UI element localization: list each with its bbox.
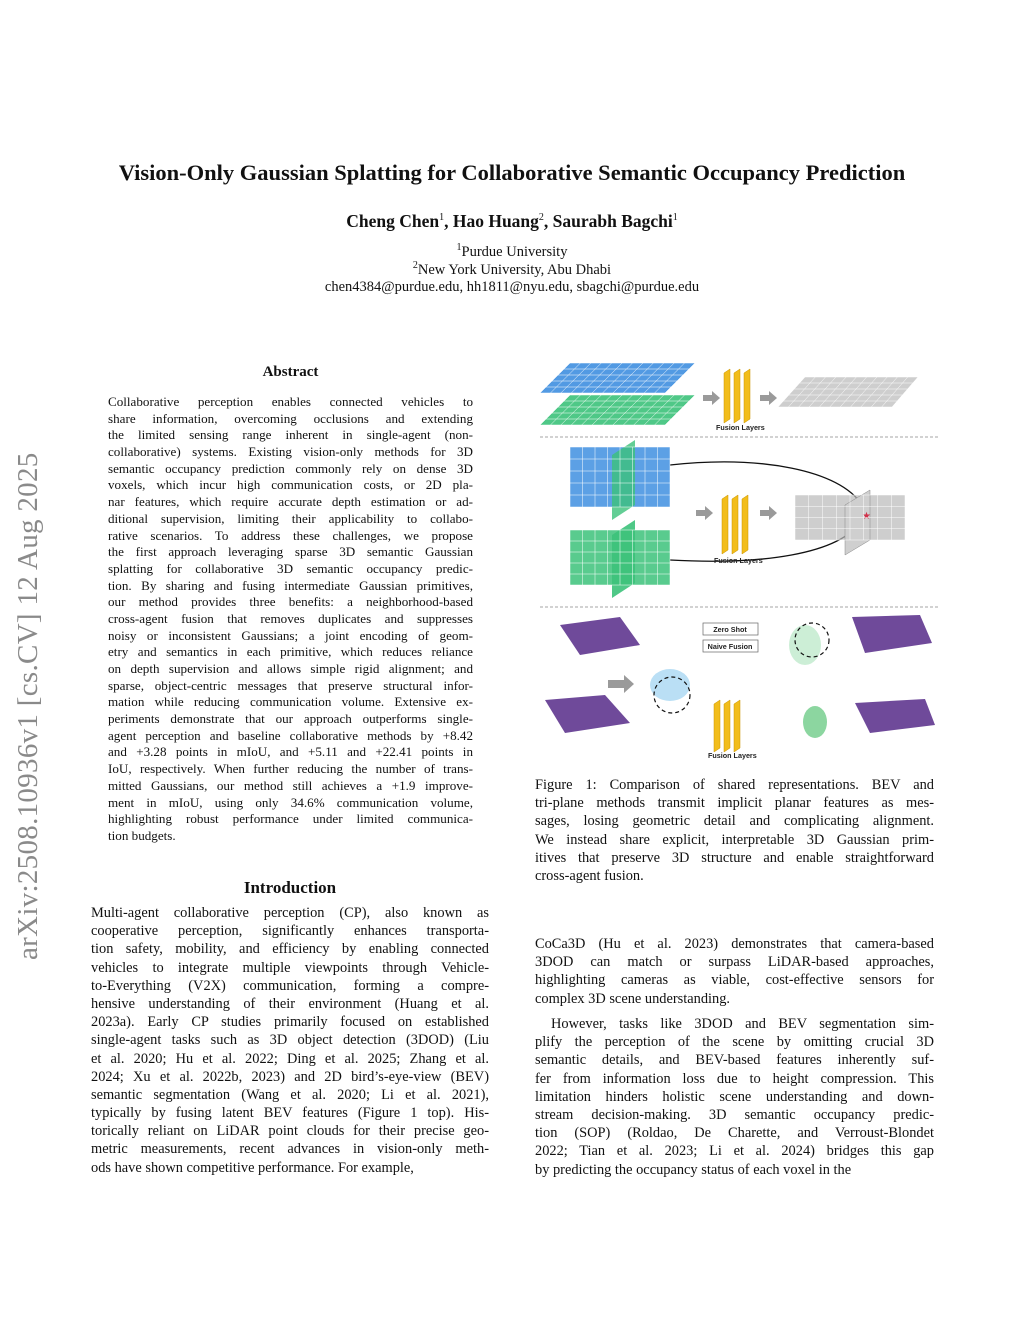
text-line: tion budgets. (108, 827, 176, 843)
text-line: sages, losing geometric detail and complicating alignment. (535, 813, 934, 830)
text-line: our method provides three benefits: a neighborhood-based (108, 594, 473, 610)
text-line: highlighting robust performance under limited communica- (108, 811, 473, 827)
text-line: itives that preserve 3D structure and enable straightforward (535, 849, 934, 866)
fusion-layer-bar (722, 495, 728, 554)
affiliation (60, 242, 964, 261)
gaussian-ellipse (803, 706, 827, 738)
arrow-icon (696, 506, 713, 520)
text-line: sparse, object-centric messages that preserve structural infor- (108, 677, 473, 693)
text-line: cooperative perception, significantly enhances transporta- (91, 923, 489, 940)
affiliation (60, 260, 964, 279)
text-line: nar features, which require accurate depth estimation or ad- (108, 494, 473, 510)
author-emails: chen4384@purdue.edu, hh1811@nyu.edu, sbagchi@purdue.edu (324, 279, 700, 295)
text-line: tion (SOP) (Roldao, De Charette, and Verroust-Blondet (535, 1125, 934, 1142)
text-line: share information, overcoming occlusions and extending (108, 410, 473, 426)
fusion-layers-label: Fusion Layers (714, 556, 763, 565)
naive-fusion-label: Naive Fusion (707, 642, 753, 651)
text-line: noisy or inconsistent Gaussians; a joint encoding of geom- (108, 627, 473, 643)
author-name: Hao Huang (452, 211, 539, 231)
text-line: tion safety, mobility, and efficiency by enabling connected (91, 941, 489, 958)
fusion-layers-icon (714, 700, 740, 752)
fusion-layers-label: Fusion Layers (716, 423, 765, 432)
fusion-layer-bar (742, 495, 748, 554)
text-line: voxels, which incur high communication costs, or 2D pla- (108, 477, 473, 493)
text-line: IoU, respectively. When further reducing the number of trans- (108, 761, 473, 777)
text-line: complex 3D scene understanding. (535, 990, 731, 1007)
text-line: stream decision-making. 3D semantic occupancy predic- (535, 1106, 934, 1123)
text-line: ods have shown competitive performance. For example, (91, 1159, 414, 1176)
paper-title: Vision-Only Gaussian Splatting for Collaborative Semantic Occupancy Prediction (118, 160, 906, 185)
affil-name: New York University, Abu Dhabi (417, 261, 612, 278)
fusion-layer-bar (744, 369, 750, 423)
gaussian-ellipse (789, 625, 821, 665)
author-name: Cheng Chen (346, 211, 440, 231)
text-line: Multi-agent collaborative perception (CP), also known as (91, 905, 489, 921)
fusion-layer-bar (734, 700, 740, 752)
star-icon: ★ (862, 511, 871, 522)
text-line: cross-agent fusion that removes duplicates and suppresses (108, 610, 473, 626)
text-line: splatting for collaborative 3D semantic occupancy predic- (108, 560, 473, 576)
affil-name: Purdue University (461, 243, 568, 260)
occupancy-map (545, 695, 630, 733)
affil-mark: 2 (412, 260, 418, 271)
arxiv-stamp-text: arXiv:2508.10936v1 [cs.CV] 12 Aug 2025 (12, 452, 44, 960)
arrow-icon (703, 391, 720, 405)
text-line: ditional supervision, limiting their applicability to collabo- (108, 510, 473, 526)
text-line: cross-agent fusion. (535, 867, 644, 884)
author-name: Saurabh Bagchi (552, 211, 673, 231)
text-line: tion. By sharing and fusing intermediate Gaussian primitives, (108, 577, 473, 593)
right-paragraph-1 (535, 935, 934, 1008)
text-line: semantic occupancy prediction commonly rely on dense 3D (108, 460, 473, 476)
text-line: semantic segmentation (Wang et al. 2020; Li et al. 2021), (91, 1086, 489, 1103)
arrow-icon (760, 391, 777, 405)
text-line: etry and semantics in each primitive, which reduces reliance (108, 644, 473, 660)
text-line: However, tasks like 3DOD and BEV segmentation sim- (551, 1016, 934, 1032)
fusion-layer-bar (724, 700, 730, 752)
fusion-layers-label: Fusion Layers (708, 751, 757, 760)
arrow-icon (760, 506, 777, 520)
introduction-body (91, 904, 489, 1177)
text-line: agent perception and baseline collaborative methods by +8.42 (108, 727, 473, 743)
author-affil-mark: 1 (439, 212, 445, 224)
text-line: ment in mIoU, using only 34.6% communication volume, (108, 794, 473, 810)
affil-mark: 1 (456, 242, 462, 253)
occupancy-map (855, 699, 935, 733)
text-line: vehicles to integrate multiple viewpoints through Vehicle- (91, 959, 489, 976)
fusion-layer-bar (732, 495, 738, 554)
introduction-heading: Introduction (243, 878, 337, 897)
text-line: We instead share explicit, interpretable 3D Gaussian prim- (535, 831, 934, 848)
text-line: rative scenarios. To address these challenges, we propose (108, 527, 473, 543)
text-line: and +3.28 points in mIoU, and +5.11 and +22.41 points in (108, 744, 473, 760)
text-line: to-Everything (V2X) communication, forming a compre- (91, 977, 489, 994)
figure-1 (540, 355, 938, 765)
text-line: semantic details, and BEV-based features inherently suf- (535, 1052, 934, 1069)
fusion-layer-bar (734, 369, 740, 423)
text-line: the first approach leveraging sparse 3D semantic Gaussian (108, 544, 473, 560)
occupancy-map (560, 617, 640, 655)
text-line: typically by fusing latent BEV features (Figure 1 top). His- (91, 1105, 489, 1122)
text-line: plify the perception of the scene by omitting crucial 3D (535, 1034, 934, 1051)
text-line: hensive understanding of their environment (Huang et al. (91, 995, 489, 1012)
fusion-layers-icon (724, 369, 750, 423)
text-line: highlighting cameras as viable, cost-effective sensors for (535, 972, 934, 989)
text-line: et al. 2020; Hu et al. 2022; Ding et al. 2025; Zhang et al. (91, 1050, 489, 1067)
author-affil-mark: 2 (538, 212, 544, 224)
text-line: 2023a). Early CP studies primarily focused on established (91, 1014, 489, 1031)
text-line: the limited sensing range inherent in single-agent (non- (108, 427, 473, 443)
text-line: collaborative) systems. Existing vision-only methods for 3D (108, 444, 473, 460)
text-line: tri-plane methods transmit implicit planar features as mes- (535, 795, 934, 812)
author-affil-mark: 1 (672, 212, 678, 224)
text-line: single-agent tasks such as 3D object detection (3DOD) (Liu (91, 1032, 489, 1049)
text-line: on depth supervision and allows simple rigid alignment; and (108, 661, 473, 676)
text-line: 2022; Tian et al. 2023; Li et al. 2024) bridges this gap (535, 1143, 934, 1160)
bev-row (540, 363, 918, 432)
text-line: 3DOD can match or surpass LiDAR-based approaches, (535, 954, 934, 971)
abstract-heading: Abstract (262, 364, 319, 380)
text-line: Collaborative perception enables connected vehicles to (108, 394, 473, 409)
text-line: by predicting the occupancy status of each voxel in the (535, 1161, 852, 1178)
text-line: fer from information loss due to height compression. This (535, 1070, 934, 1087)
abstract-body (108, 394, 473, 845)
zero-shot-label: Zero Shot (713, 625, 747, 634)
fusion-layer-bar (714, 700, 720, 752)
figure-caption (535, 776, 934, 885)
text-line: 2024; Xu et al. 2022b, 2023) and 2D bird’s-eye-view (BEV) (91, 1068, 489, 1085)
arrow-icon (608, 675, 634, 693)
fusion-layers-icon (722, 495, 748, 554)
occupancy-map (852, 615, 932, 653)
fusion-layer-bar (724, 369, 730, 423)
text-line: periments demonstrate that our approach outperforms single- (108, 711, 473, 727)
text-line: mitted Gaussians, our method still achieves a +1.9 improve- (108, 777, 473, 793)
text-line: mation while reducing communication volume. Extensive ex- (108, 694, 473, 710)
text-line: limitation hinders holistic scene understanding and down- (535, 1088, 934, 1105)
author-list: Cheng Chen$^1$, Hao Huang$^2$, Saurabh Bagchi$^1$ (346, 211, 678, 231)
gray-bev-grid (778, 377, 918, 407)
text-line: metric measurements, recent advances in vision-only meth- (91, 1141, 489, 1158)
gaussian-row (545, 615, 935, 760)
gaussian-ellipse (650, 669, 690, 701)
text-line: CoCa3D (Hu et al. 2023) demonstrates that camera-based (535, 936, 934, 952)
right-paragraph-2 (535, 1015, 934, 1179)
text-line: torically reliant on LiDAR point clouds for their precise geo- (91, 1123, 489, 1140)
text-line: Figure 1: Comparison of shared representations. BEV and (535, 777, 934, 793)
